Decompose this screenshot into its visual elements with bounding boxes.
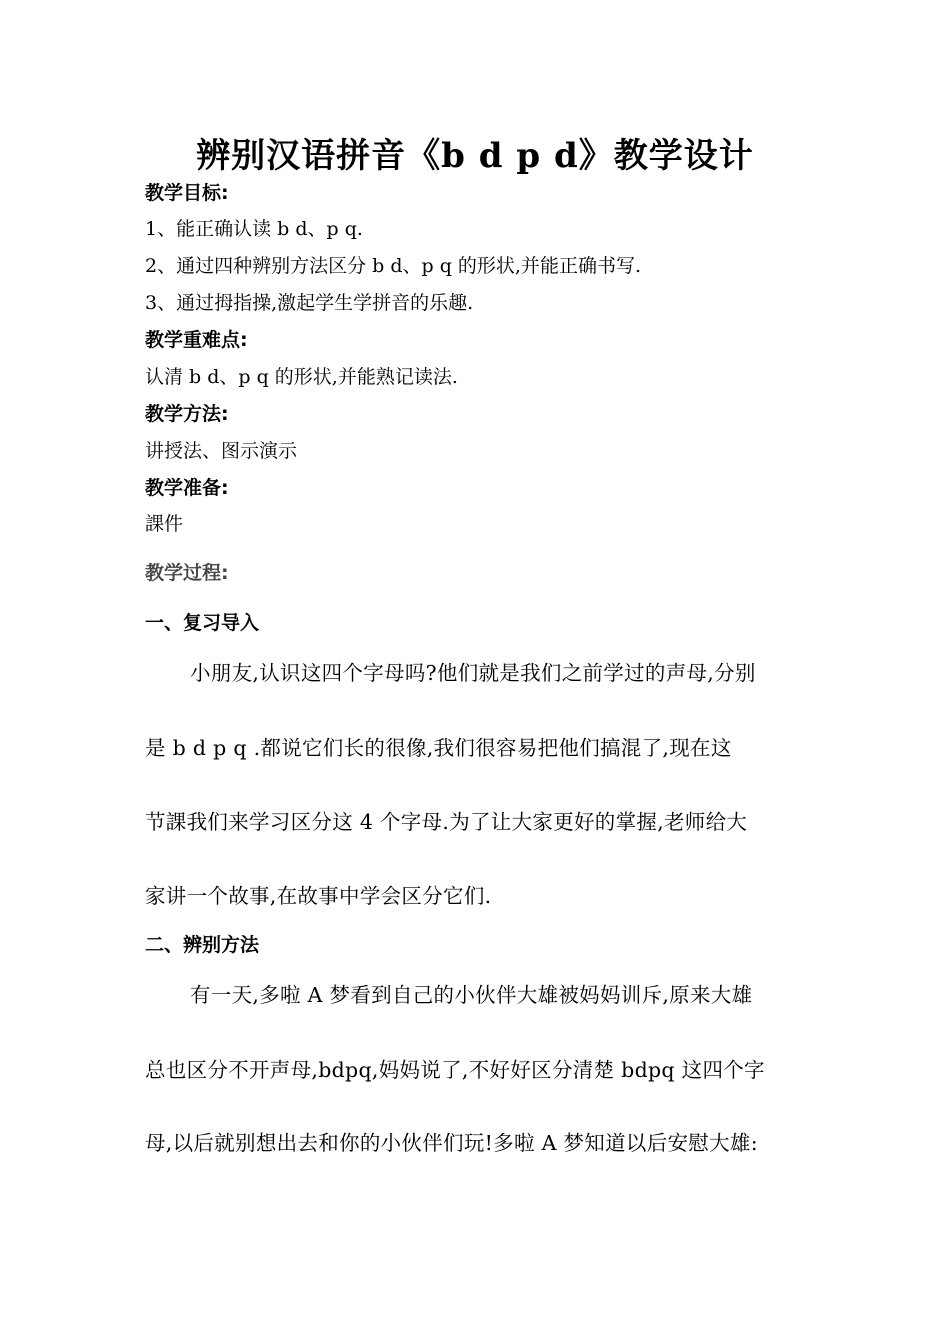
key-points-text: 认清 b d、p q 的形状,并能熟记读法. <box>145 366 458 388</box>
section1-line-2: 是 b d p q .都说它们长的很像,我们很容易把他们搞混了,现在这 <box>145 736 732 760</box>
objective-item-3: 3、通过拇指操,激起学生学拼音的乐趣. <box>145 292 474 314</box>
preparation-heading: 教学准备: <box>145 477 229 499</box>
objectives-heading: 教学目标: <box>145 182 229 204</box>
section2-heading: 二、辨别方法 <box>145 934 260 956</box>
section2-line-2: 总也区分不开声母,bdpq,妈妈说了,不好好区分清楚 bdpq 这四个字 <box>145 1058 765 1082</box>
section2-line-1: 有一天,多啦 A 梦看到自己的小伙伴大雄被妈妈训斥,原来大雄 <box>190 983 753 1007</box>
section1-line-1: 小朋友,认识这四个字母吗?他们就是我们之前学过的声母,分别 <box>190 661 756 685</box>
methods-heading: 教学方法: <box>145 403 229 425</box>
process-heading: 教学过程: <box>145 562 229 584</box>
section1-line-3: 节課我们来学习区分这 4 个字母.为了让大家更好的掌握,老师给大 <box>145 810 748 834</box>
section1-line-4: 家讲一个故事,在故事中学会区分它们. <box>145 884 492 908</box>
preparation-text: 課件 <box>145 513 184 535</box>
section1-heading: 一、复习导入 <box>145 612 260 634</box>
methods-text: 讲授法、图示演示 <box>145 440 298 462</box>
section2-line-3: 母,以后就别想出去和你的小伙伴们玩!多啦 A 梦知道以后安慰大雄: <box>145 1131 758 1155</box>
objective-item-2: 2、通过四种辨别方法区分 b d、p q 的形状,并能正确书写. <box>145 255 641 277</box>
key-points-heading: 教学重难点: <box>145 329 248 351</box>
objective-item-1: 1、能正确认读 b d、p q. <box>145 218 363 240</box>
document-title: 辨别汉语拼音《b d p d》教学设计 <box>196 136 754 176</box>
